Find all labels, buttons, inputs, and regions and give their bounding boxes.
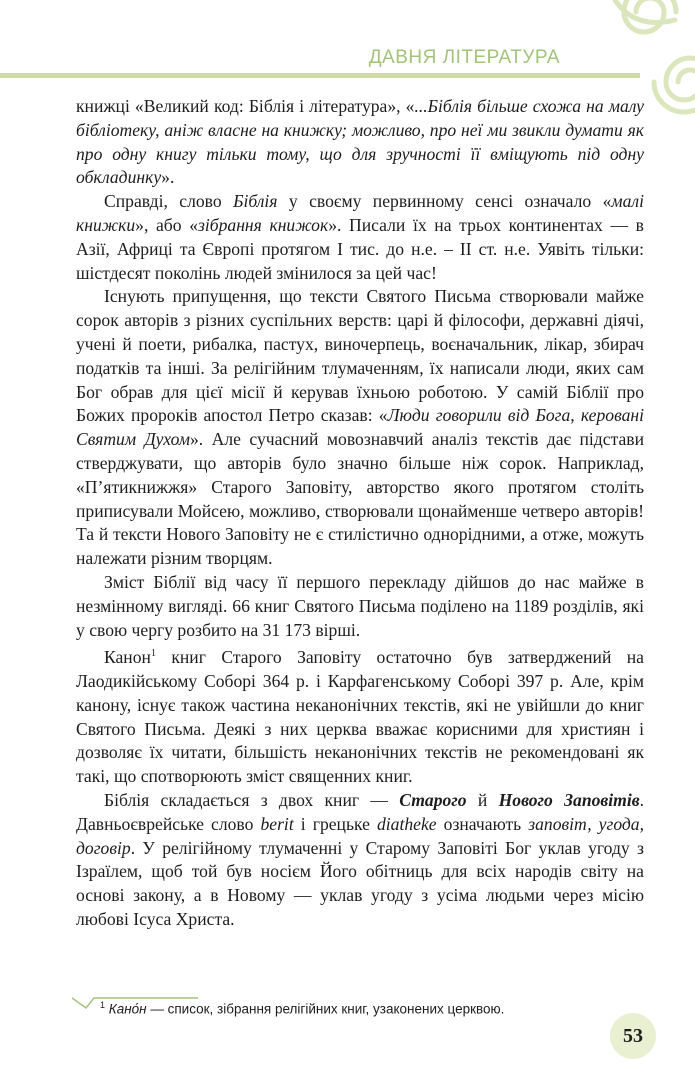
italic-term: berit: [260, 813, 294, 834]
paragraph-2: [76, 190, 644, 285]
italic-quote: ...Біблія більше схожа на малу бібліотеку, аніж власне на книжку; можливо, про неї ми звикли думати як про одну книгу тільки тому, що для зручності її вміщують під одну обкладинку: [76, 96, 644, 188]
bold-term: Старого: [399, 789, 467, 810]
footnote: [100, 1000, 504, 1017]
text-span: Справді, слово: [104, 191, 234, 212]
text-span: означають: [436, 813, 529, 834]
footnote-number: 1: [100, 1000, 106, 1010]
page-number-badge: [610, 1013, 656, 1059]
text-span: й: [466, 789, 499, 810]
header-rule: [0, 73, 640, 78]
footnote-ref[interactable]: 1: [150, 648, 156, 660]
paragraph-5: [76, 642, 644, 789]
italic-quote: Люди говорили від Бога, керовані Святим Духом: [76, 405, 644, 450]
paragraph-3: [76, 285, 644, 571]
text-span: ». Писали їх на трьох континентах — в Азії, Африці та Європі протягом І тис. до н.е. – ІІ ст. н.е. Уявіть тільки: шістдесят поколінь людей змінилося за цей час!: [76, 214, 644, 283]
page-number: 53: [623, 1024, 643, 1047]
italic-term: малі книжки: [76, 191, 644, 235]
italic-term: заповіт, угода, договір: [76, 813, 644, 858]
text-span: Існують припущення, що тексти Святого Письма створювали майже сорок авторів з різних суспільних верств: царі й філософи, державні діячі, учені й поети, рибалка, пастух, виночерпець, воєначальник, лікар, збирач податків та інші. За релігійним тлумаченням, їх написали люди, яких сам Бог обрав для цієї місії й керував їхньою роботою. У самій Біблії про Божих пророків апостол Петро сказав: «: [76, 286, 644, 426]
bold-term: Нового Заповітів: [498, 789, 640, 810]
italic-term: зібрання книжок: [198, 214, 329, 235]
text-span: ».: [161, 167, 175, 188]
italic-term: diatheke: [376, 813, 437, 834]
paragraph-1: [76, 95, 644, 190]
text-span: Канон: [104, 647, 151, 668]
text-span: ». Але сучасний мовознавчий аналіз текстів дає підстави стверджувати, що авторів було значно більше ніж сорок. Наприклад, «П’ятикнижжя» Старого Заповіту, авторство якого протягом століть приписували Мойсею, можливо, створювали щонайменше четверо авторів! Та й тексти Нового Заповіту не є стилістично однорідними, а отже, можуть належати різним творцям.: [76, 429, 645, 569]
paragraph-4: [76, 571, 644, 642]
text-span: книжці «Великий код: Біблія і література», «: [76, 96, 415, 116]
text-span: книг Старого Заповіту остаточно був затверджений на Лаодикійському Соборі 364 р. і Карфагенському Соборі 397 р. Але, крім канону, існує також частина неканонічних текстів, які не увійшли до книг Святого Письма. Деякі з них церква вважає корисними для християн і дозволяє їх читати, більшість неканонічних текстів не рекомендовані як такі, що спотворюють зміст священних книг.: [76, 647, 644, 787]
text-span: . У релігійному тлумаченні у Старому Заповіті Бог уклав угоду з Ізраїлем, щоб той був носієм Його обітниць для всіх народів світу на основі закону, а в Новому — уклав угоду з усіма людьми через місію любові Ісуса Христа.: [76, 837, 644, 929]
text-span: Зміст Біблії від часу її першого перекладу дійшов до нас майже в незмінному вигляді. 66 книг Святого Письма поділено на 1189 розділів, які у свою чергу розбито на 31 173 вірші.: [76, 571, 644, 640]
italic-term: Біблія: [233, 191, 278, 212]
section-title: ДАВНЯ ЛІТЕРАТУРА: [368, 47, 560, 68]
text-span: », або «: [135, 214, 198, 235]
text-span: . Давньоєврейське слово: [76, 789, 644, 834]
footnote-text: — список, зібрання релігійних книг, узаконених церквою.: [146, 1001, 505, 1017]
main-text: [76, 95, 644, 932]
text-span: Біблія складається з двох книг —: [104, 789, 400, 810]
paragraph-6: [76, 789, 644, 932]
text-span: і грецьке: [293, 813, 377, 834]
text-span: у своєму первинному сенсі означало «: [277, 191, 612, 212]
footnote-term: Кано́н: [108, 1001, 147, 1017]
